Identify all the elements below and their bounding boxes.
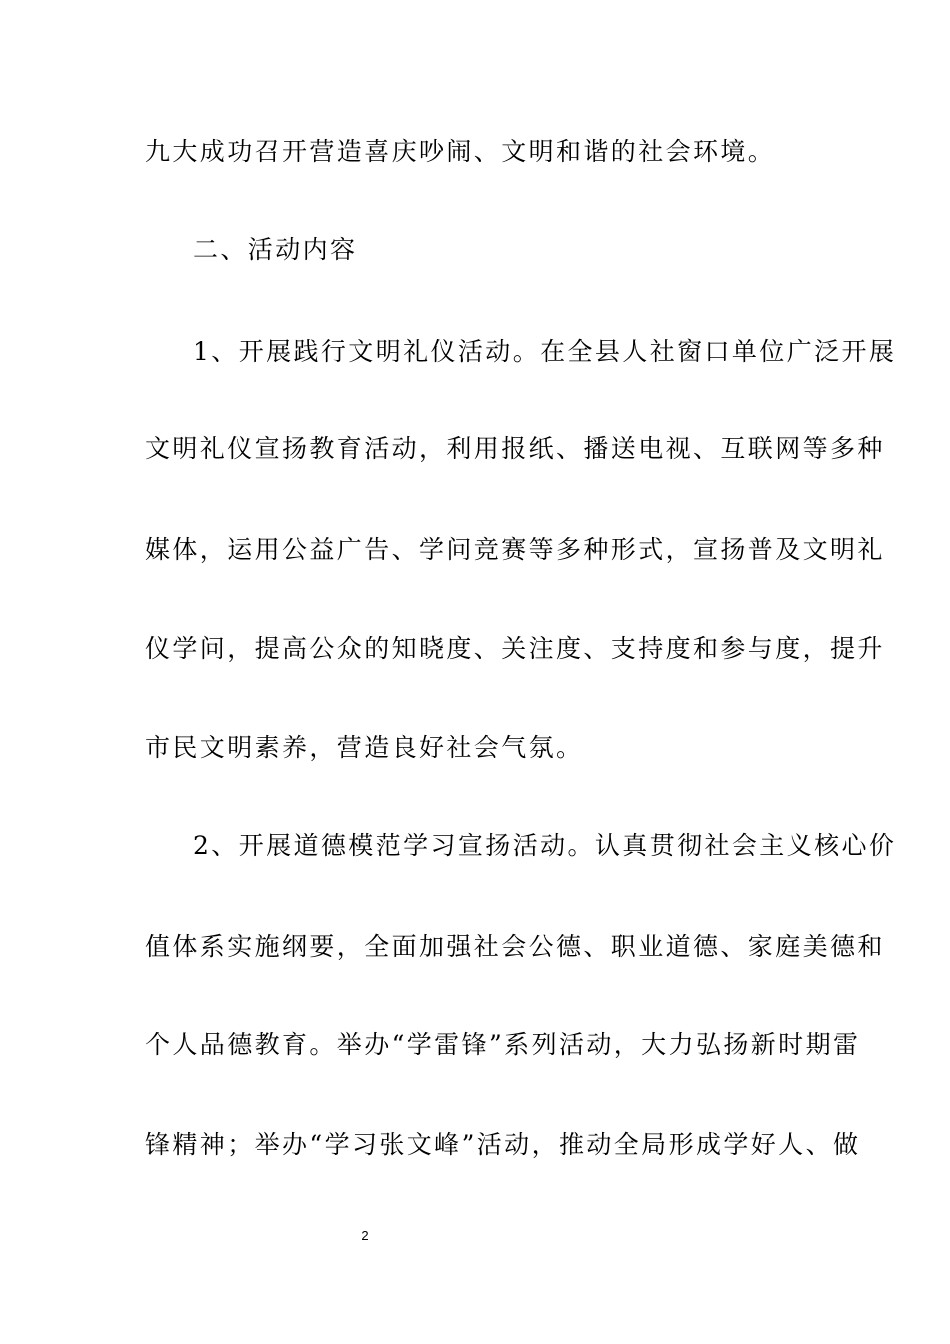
paragraph-line-9: 个人品德教育。举办“学雷锋”系列活动，大力弘扬新时期雷 <box>145 1030 861 1059</box>
paragraph-line-7: 2、开展道德模范学习宣扬活动。认真贯彻社会主义核心价 <box>193 831 897 860</box>
page-number: 2 <box>361 1228 369 1243</box>
paragraph-line-2: 1、开展践行文明礼仪活动。在全县人社窗口单位广泛开展 <box>193 337 897 366</box>
paragraph-line-5: 仪学问，提高公众的知晓度、关注度、支持度和参与度，提升 <box>145 634 885 663</box>
paragraph-line-3: 文明礼仪宣扬教育活动，利用报纸、播送电视、互联网等多种 <box>145 434 885 463</box>
paragraph-line-4: 媒体，运用公益广告、学问竞赛等多种形式，宣扬普及文明礼 <box>145 535 885 564</box>
paragraph-line-8: 值体系实施纲要，全面加强社会公德、职业道德、家庭美德和 <box>145 932 885 961</box>
paragraph-line-6: 市民文明素养，营造良好社会气氛。 <box>145 733 584 762</box>
paragraph-line-10: 锋精神；举办“学习张文峰”活动，推动全局形成学好人、做 <box>145 1130 861 1159</box>
section-heading: 二、活动内容 <box>193 235 358 264</box>
paragraph-line-1: 九大成功召开营造喜庆吵闹、文明和谐的社会环境。 <box>145 137 776 166</box>
